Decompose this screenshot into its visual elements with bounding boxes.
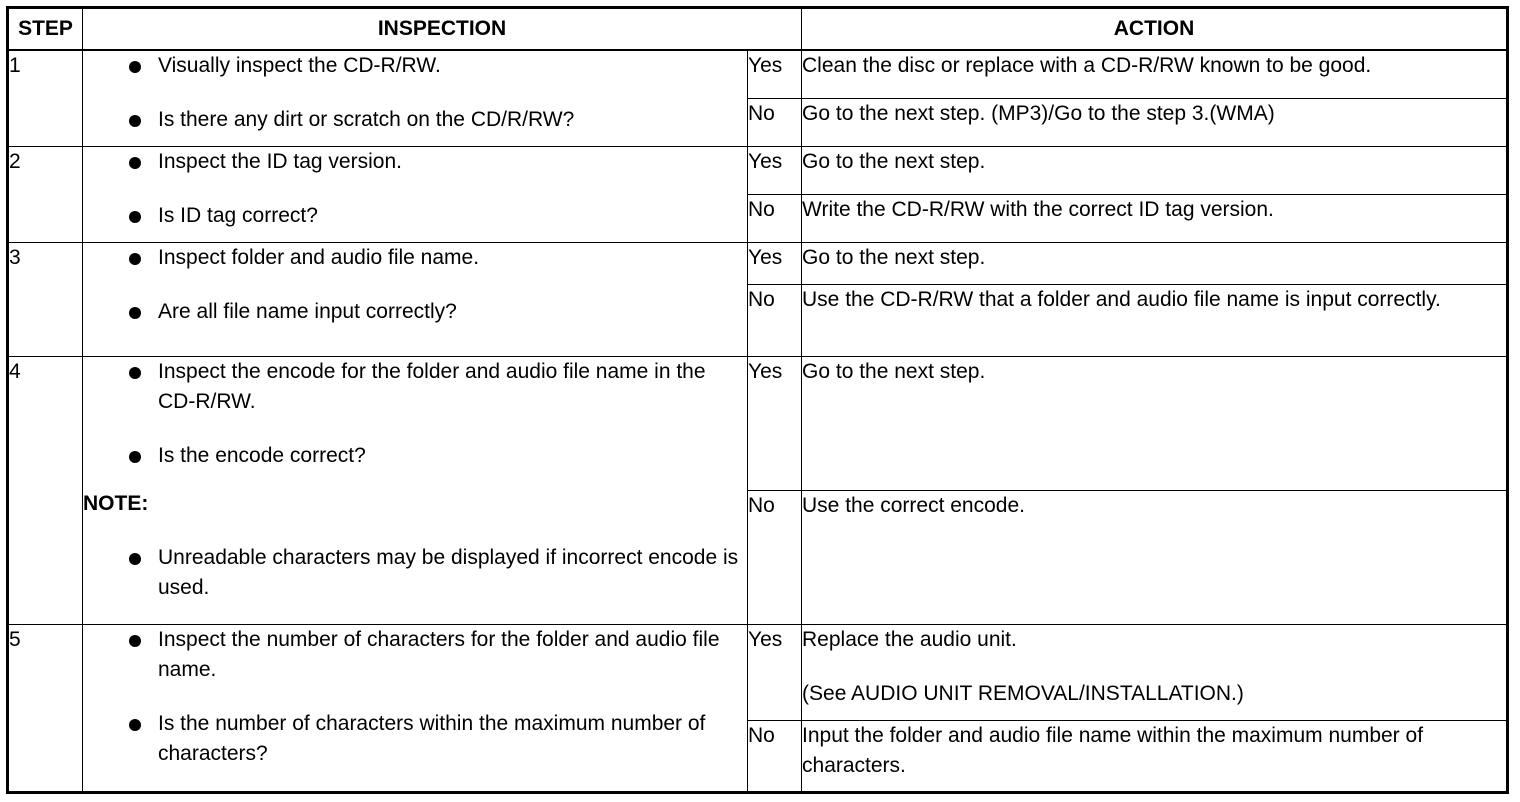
yes-label: Yes — [748, 50, 802, 98]
action-text: Go to the next step. — [802, 359, 986, 383]
bullet-icon — [129, 367, 141, 379]
yes-label: Yes — [748, 356, 802, 490]
inspection-item — [83, 201, 747, 231]
action-text: Clean the disc or replace with a CD-R/RW known to be good. — [802, 54, 1372, 77]
inspection-text: Inspect the ID tag version. — [158, 149, 402, 173]
action-text: Input the folder and audio file name within the maximum number of characters. — [802, 723, 1424, 777]
step-number: 2 — [8, 146, 83, 242]
troubleshooting-table — [6, 6, 1509, 794]
action-text: Use the CD-R/RW that a folder and audio file name is input correctly. — [802, 287, 1441, 311]
inspection-text: Inspect the number of characters for the folder and audio file name. — [158, 627, 720, 681]
bullet-icon — [129, 253, 141, 265]
no-action-cell — [802, 98, 1508, 146]
yes-action-cell — [802, 356, 1508, 490]
bullet-icon — [129, 451, 141, 463]
inspection-item — [83, 625, 747, 685]
yes-label: Yes — [748, 242, 802, 284]
step-number: 3 — [8, 242, 83, 356]
no-action-cell — [802, 490, 1508, 624]
inspection-item — [83, 147, 747, 177]
inspection-item — [83, 357, 747, 417]
table-row-step-3-yes — [8, 242, 1508, 284]
action-text: Go to the next step. — [802, 149, 986, 173]
inspection-item — [83, 297, 747, 327]
action-text: Go to the next step. (MP3)/Go to the step 3.(WMA) — [802, 101, 1275, 125]
bullet-icon — [129, 61, 141, 73]
note-text: Unreadable characters may be displayed if incorrect encode is used. — [158, 545, 739, 599]
yes-action-cell — [802, 624, 1508, 720]
inspection-item — [83, 51, 747, 81]
bullet-icon — [129, 635, 141, 647]
yes-label: Yes — [748, 624, 802, 720]
inspection-cell-step-3 — [83, 242, 748, 356]
inspection-cell-step-4 — [83, 356, 748, 624]
no-action-cell — [802, 284, 1508, 356]
inspection-text: Are all file name input correctly? — [158, 299, 457, 323]
inspection-list — [83, 625, 747, 769]
inspection-item — [83, 709, 747, 769]
yes-action-cell — [802, 50, 1508, 98]
inspection-item — [83, 441, 747, 471]
table-row-step-5-yes — [8, 624, 1508, 720]
note-item — [83, 543, 747, 603]
bullet-icon — [129, 115, 141, 127]
inspection-text: Inspect folder and audio file name. — [158, 245, 480, 269]
yes-action-cell — [802, 146, 1508, 194]
step-number: 4 — [8, 356, 83, 624]
inspection-text: Inspect the encode for the folder and audio file name in the CD-R/RW. — [158, 359, 706, 413]
step-number: 1 — [8, 50, 83, 146]
table-row-step-1-yes — [8, 50, 1508, 98]
action-text: Use the correct encode. — [802, 493, 1025, 517]
note-list — [83, 543, 747, 603]
inspection-cell-step-5 — [83, 624, 748, 792]
no-label: No — [748, 720, 802, 792]
action-reference-text: (See AUDIO UNIT REMOVAL/INSTALLATION.) — [802, 681, 1244, 705]
no-label: No — [748, 194, 802, 242]
step-number: 5 — [8, 624, 83, 792]
no-label: No — [748, 98, 802, 146]
yes-label: Yes — [748, 146, 802, 194]
inspection-item — [83, 243, 747, 273]
inspection-cell-step-1 — [83, 50, 748, 146]
no-action-cell — [802, 720, 1508, 792]
diagnostic-procedure-page — [6, 6, 1506, 796]
inspection-column-header: INSPECTION — [83, 8, 802, 51]
no-label: No — [748, 284, 802, 356]
bullet-icon — [129, 307, 141, 319]
note-title: NOTE: — [83, 491, 149, 515]
yes-action-cell — [802, 242, 1508, 284]
inspection-text: Is the number of characters within the maximum number of characters? — [158, 711, 706, 765]
inspection-item — [83, 105, 747, 135]
inspection-text: Visually inspect the CD-R/RW. — [158, 54, 441, 77]
inspection-text: Is ID tag correct? — [158, 203, 318, 227]
step-column-header: STEP — [8, 8, 83, 51]
bullet-icon — [129, 553, 141, 565]
table-row-step-4-yes — [8, 356, 1508, 490]
inspection-cell-step-2 — [83, 146, 748, 242]
inspection-list — [83, 357, 747, 471]
action-column-header: ACTION — [802, 8, 1508, 51]
table-row-step-2-yes — [8, 146, 1508, 194]
bullet-icon — [129, 211, 141, 223]
no-label: No — [748, 490, 802, 624]
action-text: Write the CD-R/RW with the correct ID tag version. — [802, 197, 1274, 221]
bullet-icon — [129, 719, 141, 731]
inspection-list — [83, 51, 747, 135]
inspection-text: Is the encode correct? — [158, 443, 366, 467]
action-text: Go to the next step. — [802, 245, 986, 269]
table-header-row — [8, 8, 1508, 51]
bullet-icon — [129, 157, 141, 169]
no-action-cell — [802, 194, 1508, 242]
action-text: Replace the audio unit. — [802, 627, 1017, 651]
inspection-list — [83, 147, 747, 231]
inspection-list — [83, 243, 747, 327]
inspection-text: Is there any dirt or scratch on the CD/R/RW? — [158, 108, 575, 131]
